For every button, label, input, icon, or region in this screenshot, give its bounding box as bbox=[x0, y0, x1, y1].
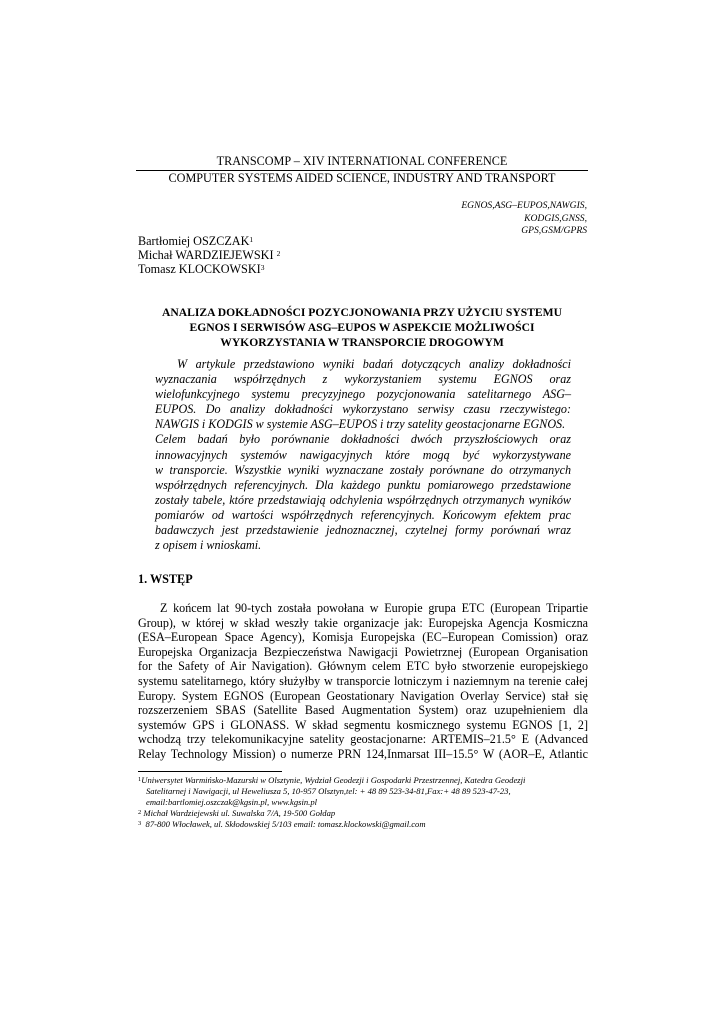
keywords-line: EGNOS,ASG–EUPOS,NAWGIS, bbox=[461, 200, 587, 211]
body-line: Group), w której w skład weszły takie organizacje jak: Europejska Agencja Kosmiczna bbox=[138, 615, 588, 630]
keywords-block bbox=[387, 200, 587, 238]
body-line: systemów GPS i GLONASS. W skład segmentu kosmicznego systemu EGNOS [1, 2] bbox=[138, 717, 588, 732]
footnote-separator bbox=[138, 771, 282, 772]
abstract-line: innowacyjnych systemów nawigacyjnych które mogą być wykorzystywane bbox=[155, 447, 571, 462]
author-name: Tomasz KLOCKOWSKI bbox=[138, 262, 261, 277]
body-line: for the Safety of Air Navigation). Głównym celem ETC było stworzenie europejskiego bbox=[138, 659, 588, 674]
abstract-line: W artykule przedstawiono wyniki badań dotyczących analizy dokładności bbox=[177, 357, 571, 371]
footnote-continuation: Satelitarnej i Nawigacji, ul Heweliusza 5, 10-957 Olsztyn,tel: + 48 89 523-34-81,Fax:+ 48 89 523-47-23, bbox=[146, 786, 511, 796]
body-line: Relay Technology Mission) o numerze PRN 124,Inmarsat III–15.5° W (AOR–E, Atlantic bbox=[138, 746, 588, 761]
section-heading: 1. WSTĘP bbox=[138, 572, 193, 586]
abstract-line: współrzędnych referencyjnych. Dla każdego punktu pomiarowego przedstawione bbox=[155, 477, 571, 492]
title-line: ANALIZA DOKŁADNOŚCI POZYCJONOWANIA PRZY UŻYCIU SYSTEMU bbox=[162, 306, 562, 319]
body-text bbox=[138, 601, 588, 762]
author bbox=[138, 234, 280, 248]
abstract-line: EUPOS. Do analizy dokładności wykorzystano serwisy czasu rzeczywistego: bbox=[155, 402, 571, 417]
body-line: Europejska Organizacja Bezpieczeństwa Nawigacji Powietrznej (European Organisation bbox=[138, 644, 588, 659]
footnote-text: 87-800 Włocławek, ul. Skłodowskiej 5/103 email: tomasz.klockowski@gmail.com bbox=[143, 819, 426, 829]
title-line: WYKORZYSTANIA W TRANSPORCIE DROGOWYM bbox=[220, 336, 504, 349]
body-text-span: ) oraz bbox=[553, 629, 588, 645]
author bbox=[138, 248, 280, 262]
footnotes bbox=[138, 775, 588, 830]
body-line: Z końcem lat 90-tych została powołana w Europie grupa ETC (European Tripartie bbox=[160, 601, 588, 615]
body-line bbox=[138, 630, 588, 645]
conference-title: TRANSCOMP – XIV INTERNATIONAL CONFERENCE bbox=[216, 154, 508, 168]
authors-block bbox=[138, 234, 280, 277]
affiliation-mark: 3 bbox=[260, 263, 265, 273]
footnote-continuation: email:bartlomiej.oszczak@kgsin.pl, www.kgsin.pl bbox=[146, 797, 318, 807]
author-name: Bartłomiej OSZCZAK bbox=[138, 234, 250, 248]
body-line: Europy. System EGNOS (European Geostationary Navigation Overlay Service) stał się bbox=[138, 688, 588, 703]
abstract-line: wyznaczania współrzędnych z wykorzystaniem systemu EGNOS oraz bbox=[155, 372, 571, 387]
abstract-line: badawczych jest przedstawienie jednoznacznej, czytelnej formy porównań wraz bbox=[155, 523, 571, 538]
footnote-mark: 1 bbox=[138, 776, 142, 783]
footnote bbox=[138, 808, 588, 819]
body-line: wchodzą trzy telekomunikacyjne satelity geostacjonarne: ARTEMIS–21.5° E (Advanced bbox=[138, 732, 588, 747]
keywords-line: GPS,GSM/GPRS bbox=[521, 225, 587, 237]
footnote-text: Michał Wardziejewski ul. Suwalska 7/A, 19-500 Gołdap bbox=[143, 808, 336, 818]
conference-subtitle: COMPUTER SYSTEMS AIDED SCIENCE, INDUSTRY AND TRANSPORT bbox=[168, 171, 556, 185]
abstract bbox=[155, 357, 571, 553]
footnote bbox=[138, 819, 588, 830]
body-line: systemu satelitarnego, który służyłby w transporcie lotniczym i naziemnym na terenie całej bbox=[138, 673, 588, 688]
title-line: EGNOS I SERWISÓW ASG–EUPOS W ASPEKCIE MOŻLIWOŚCI bbox=[189, 321, 535, 334]
author bbox=[138, 262, 280, 276]
abstract-line: z opisem i wnioskami. bbox=[155, 538, 262, 553]
abstract-line: wielofunkcyjnego systemu precyzyjnego pozycjonowania satelitarnego ASG– bbox=[155, 387, 571, 402]
footnote-mark: 3 bbox=[138, 820, 142, 827]
affiliation-mark: 1 bbox=[249, 235, 254, 244]
footnote-mark: 2 bbox=[138, 809, 142, 816]
affiliation-mark: 2 bbox=[276, 249, 281, 259]
author-name: Michał WARDZIEJEWSKI bbox=[138, 248, 274, 263]
footnote-text: Uniwersytet Warmińsko-Mazurski w Olsztynie, Wydział Geodezji i Gospodarki Przestrzennej, Katedra Geodezji bbox=[141, 775, 526, 785]
abstract-line: Celem badań było porównanie dokładności dwóch przyszłościowych oraz bbox=[155, 432, 571, 447]
abstract-line: w transporcie. Wszystkie wyniki wyznaczane zostały porównane do otrzymanych bbox=[155, 462, 571, 477]
footnote bbox=[138, 775, 588, 786]
abstract-line: NAWGIS i KODGIS w systemie ASG–EUPOS i trzy satelity geostacjonarne EGNOS. bbox=[155, 417, 566, 432]
body-text-span: (ESA–European Space Agency), Komisja Europejska (EC–European Comission bbox=[138, 630, 554, 645]
abstract-line: pomiarów od wartości współrzędnych referencyjnych. Końcowym efektem prac bbox=[155, 507, 571, 522]
abstract-line: zostały tabele, które przedstawiają odchylenia współrzędnych otrzymanych wyników bbox=[155, 492, 571, 507]
body-line: rozszerzeniem SBAS (Satellite Based Augmentation System) oraz uzupełnieniem dla bbox=[138, 703, 588, 718]
keywords-line: KODGIS,GNSS, bbox=[524, 212, 587, 224]
paper-title bbox=[136, 305, 588, 350]
